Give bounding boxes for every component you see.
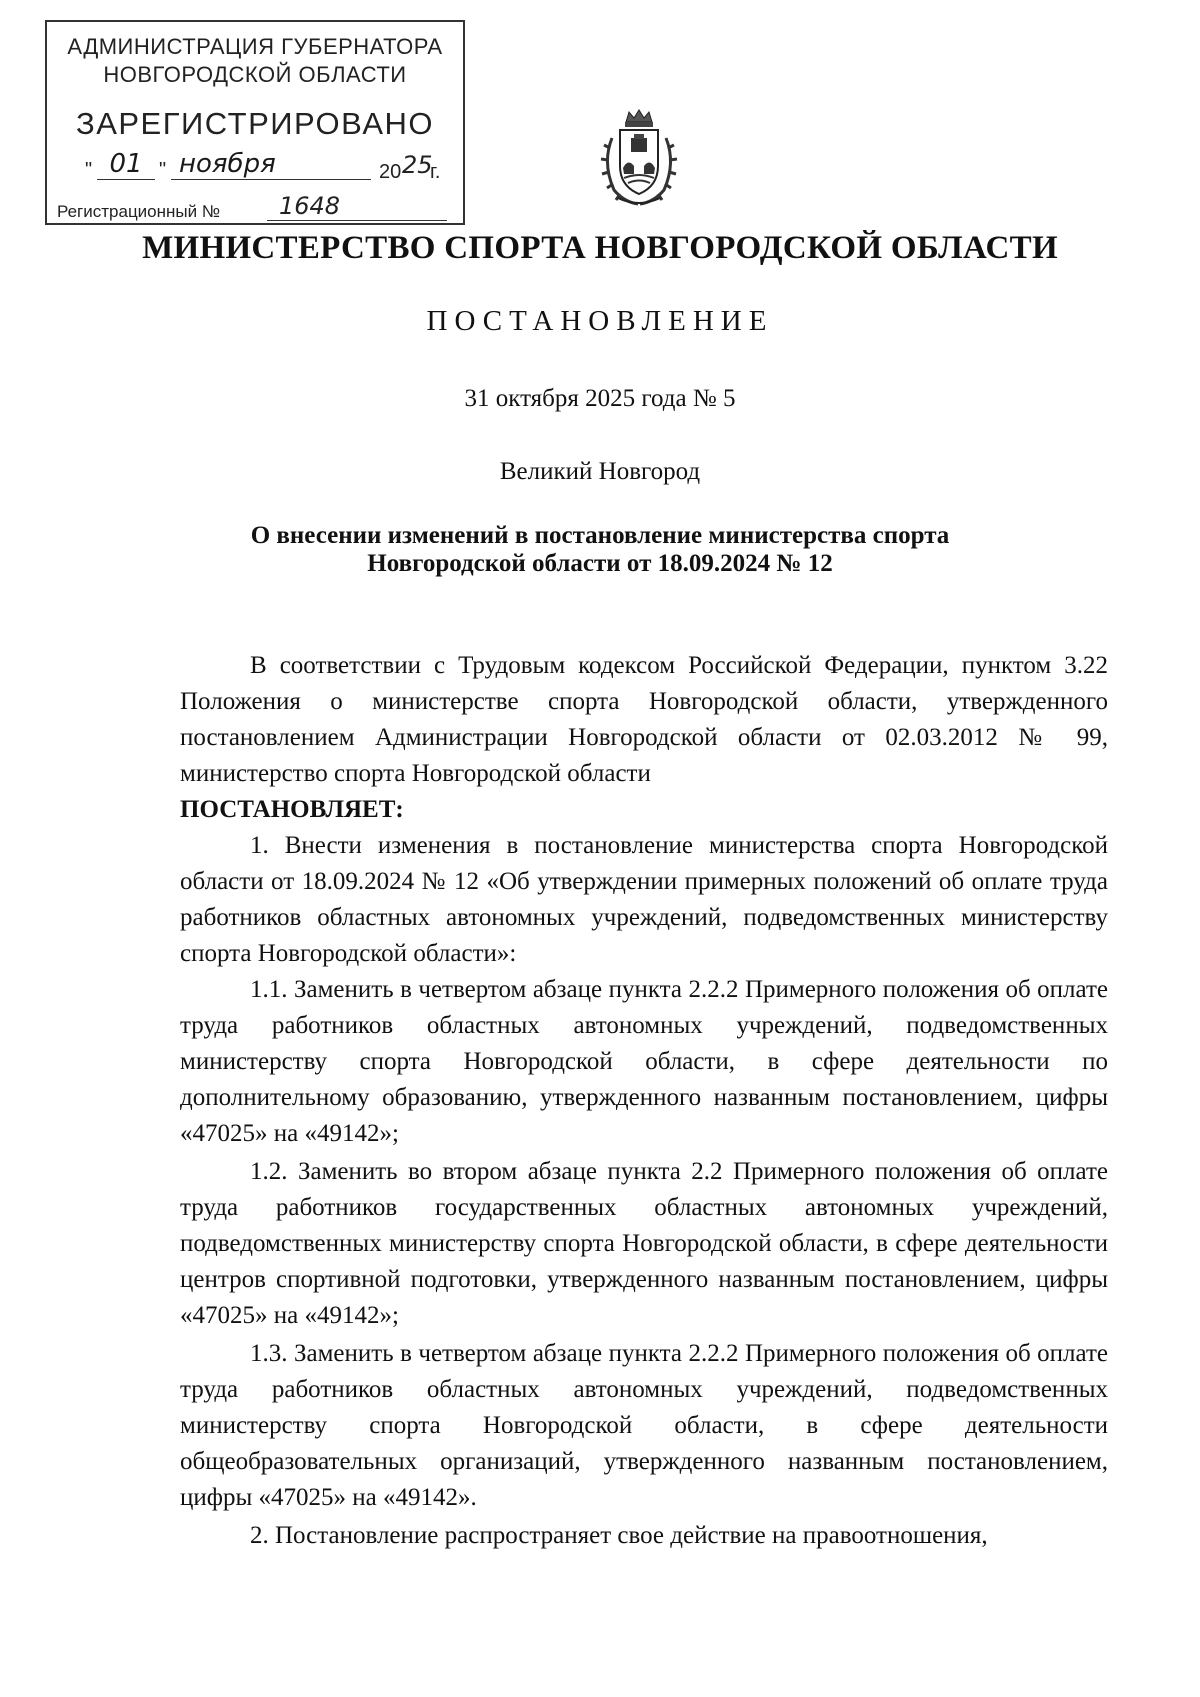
- document-subject: [150, 522, 1050, 578]
- stamp-quote-close: ": [159, 159, 167, 181]
- stamp-quote-open: ": [85, 159, 93, 181]
- subject-line-1: О внесении изменений в постановление министерства спорта: [250, 522, 950, 549]
- document-body: [180, 648, 1108, 1554]
- item-2: 2. Постановление распространяет свое действие на правоотношения,: [250, 1522, 988, 1549]
- stamp-year-end: г.: [430, 161, 441, 183]
- decree-word: ПОСТАНОВЛЯЕТ:: [180, 796, 404, 823]
- ministry-title: МИНИСТЕРСТВО СПОРТА НОВГОРОДСКОЙ ОБЛАСТИ: [142, 230, 1058, 266]
- item-1-1: 1.1. Заменить в четвертом абзаце пункта 2.2.2 Примерного положения об оплате труда работников областных автономных учреждений, подведомственных министерству спорта Новгородской области, в сфере деятельности по дополнительному образованию, утвержденного названным постановлением, цифры «47025» на «49142»;: [180, 976, 1108, 1147]
- stamp-authority-line2: НОВГОРОДСКОЙ ОБЛАСТИ: [103, 62, 407, 87]
- preamble-text: В соответствии с Трудовым кодексом Российской Федерации, пунктом 3.22 Положения о министерстве спорта Новгородской области, утвержденного постановлением Администрации Новгородской области от 02.03.2012 № 99, министерство спорта Новгородской области: [180, 652, 1108, 787]
- subject-line-2: Новгородской области от 18.09.2024 № 12: [367, 550, 833, 577]
- item-1-2: 1.2. Заменить во втором абзаце пункта 2.2 Примерного положения об оплате труда работников государственных областных автономных учреждений, подведомственных министерству спорта Новгородской области, в сфере деятельности центров спортивной подготовки, утвержденного названным постановлением, цифры «47025» на «49142»;: [180, 1158, 1108, 1329]
- item-1-3: 1.3. Заменить в четвертом абзаце пункта 2.2.2 Примерного положения об оплате труда работников областных автономных учреждений, подведомственных министерству спорта Новгородской области, в сфере деятельности общеобразовательных организаций, утвержденного названным постановлением, цифры «47025» на «49142».: [180, 1340, 1108, 1511]
- document-city: Великий Новгород: [499, 458, 701, 485]
- document-type: ПОСТАНОВЛЕНИЕ: [426, 305, 774, 337]
- stamp-month: ноября: [171, 149, 371, 180]
- stamp-day: 01: [97, 149, 155, 180]
- document-date-number: 31 октября 2025 года № 5: [464, 385, 736, 412]
- stamp-reg-number: 1648: [267, 192, 447, 221]
- novgorod-coat-of-arms-icon: [598, 108, 680, 208]
- registration-stamp: [45, 20, 465, 225]
- stamp-date: [85, 149, 445, 191]
- stamp-year-prefix: 20: [379, 161, 402, 183]
- stamp-status: ЗАРЕГИСТРИРОВАНО: [75, 106, 434, 141]
- stamp-reg-label: Регистрационный №: [57, 202, 221, 221]
- stamp-authority-line1: АДМИНИСТРАЦИЯ ГУБЕРНАТОРА: [67, 34, 443, 59]
- stamp-year-suffix: 25: [402, 151, 433, 179]
- preamble-paragraph: [180, 648, 1108, 828]
- item-1: 1. Внести изменения в постановление министерства спорта Новгородской области от 18.09.2024 № 12 «Об утверждении примерных положений об оплате труда работников областных автономных учреждений, подведомственных министерству спорта Новгородской области»:: [180, 832, 1108, 967]
